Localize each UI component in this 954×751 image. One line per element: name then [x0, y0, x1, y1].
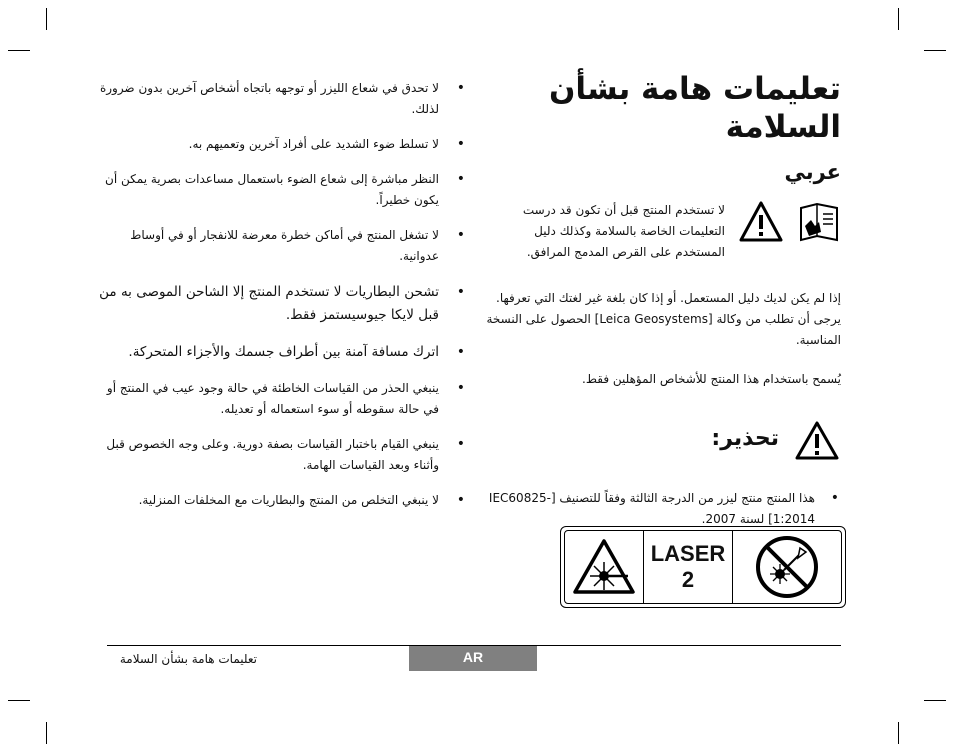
list-item: • ينبغي الحذر من القياسات الخاطئة في حالة وجود عيب في المنتج أو في حالة سقوطه أو سوء استعماله أو تعديله. — [92, 378, 467, 420]
language-subtitle: عربي — [784, 160, 841, 184]
laser-label-line1: LASER — [650, 541, 726, 566]
warning-text: لا تستخدم المنتج قبل أن تكون قد درست التعليمات الخاصة بالسلامة وكذلك دليل المستخدم على القرص المدمج المرافق. — [522, 203, 725, 259]
list-item: • النظر مباشرة إلى شعاع الضوء باستعمال مساعدات بصرية يمكن أن يكون خطيراً. — [92, 169, 467, 211]
right-column — [485, 70, 841, 530]
laser-hazard-cell — [565, 531, 644, 603]
crop-mark — [46, 8, 47, 30]
list-item: • اترك مسافة آمنة بين أطراف جسمك والأجزاء المتحركة. — [92, 341, 467, 364]
language-tab: AR — [409, 646, 537, 671]
caution-triangle-icon — [795, 420, 839, 462]
crop-mark — [924, 700, 946, 701]
list-item: • تشحن البطاريات لا تستخدم المنتج إلا الشاحن الموصى به من قبل لايكا جيوسيستمز فقط. — [92, 281, 467, 327]
warning-text-2: إذا لم يكن لديك دليل المستعمل. أو إذا كان بلغة غير لغتك التي تعرفها. يرجى أن تطلب من وكالة [Leica Geosystems] الحصول على النسخة المناسبة. — [486, 291, 841, 347]
page-title-line1: تعليمات هامة بشأن — [548, 71, 841, 107]
caution-label: تحذير: — [711, 426, 779, 451]
laser-class-label — [560, 526, 846, 608]
read-manual-icon — [797, 200, 841, 244]
crop-mark — [8, 700, 30, 701]
list-item: • ينبغي القيام باختبار القياسات بصفة دورية. وعلى وجه الخصوص قبل وأثناء وبعد القياسات الهامة. — [92, 434, 467, 476]
crop-mark — [46, 722, 47, 744]
page-title-line2: السلامة — [725, 109, 841, 145]
left-column — [92, 78, 467, 525]
crop-mark — [924, 50, 946, 51]
warning-icons — [739, 200, 841, 244]
list-item: • لا ينبغي التخلص من المنتج والبطاريات مع المخلفات المنزلية. — [92, 490, 467, 511]
crop-mark — [898, 722, 899, 744]
manual-warning — [485, 200, 841, 288]
list-item: • لا تسلط ضوء الشديد على أفراد آخرين وتعميهم به. — [92, 134, 467, 155]
laser-class-item: • هذا المنتج منتج ليزر من الدرجة الثالثة وفقاً للتصنيف [IEC60825-1:2014] لسنة 2007. — [485, 488, 841, 530]
crop-mark — [8, 50, 30, 51]
no-stare-cell — [733, 531, 841, 603]
footer-title: تعليمات هامة بشأن السلامة — [119, 652, 257, 666]
safety-list — [92, 78, 467, 511]
qualified-users-text: يُسمح باستخدام هذا المنتج للأشخاص المؤهلين فقط. — [582, 372, 841, 386]
list-item: • لا تشغل المنتج في أماكن خطرة معرضة للانفجار أو في أوساط عدوانية. — [92, 225, 467, 267]
laser-label-line2: 2 — [681, 567, 695, 592]
do-not-stare-icon — [754, 534, 820, 600]
page-title — [485, 70, 841, 146]
laser-hazard-icon — [572, 538, 636, 596]
crop-mark — [898, 8, 899, 30]
warning-triangle-icon — [739, 200, 783, 244]
caution-heading — [485, 420, 841, 466]
laser-text-cell — [644, 531, 733, 603]
list-item: • لا تحدق في شعاع الليزر أو توجهه باتجاه أشخاص آخرين بدون ضرورة لذلك. — [92, 78, 467, 120]
